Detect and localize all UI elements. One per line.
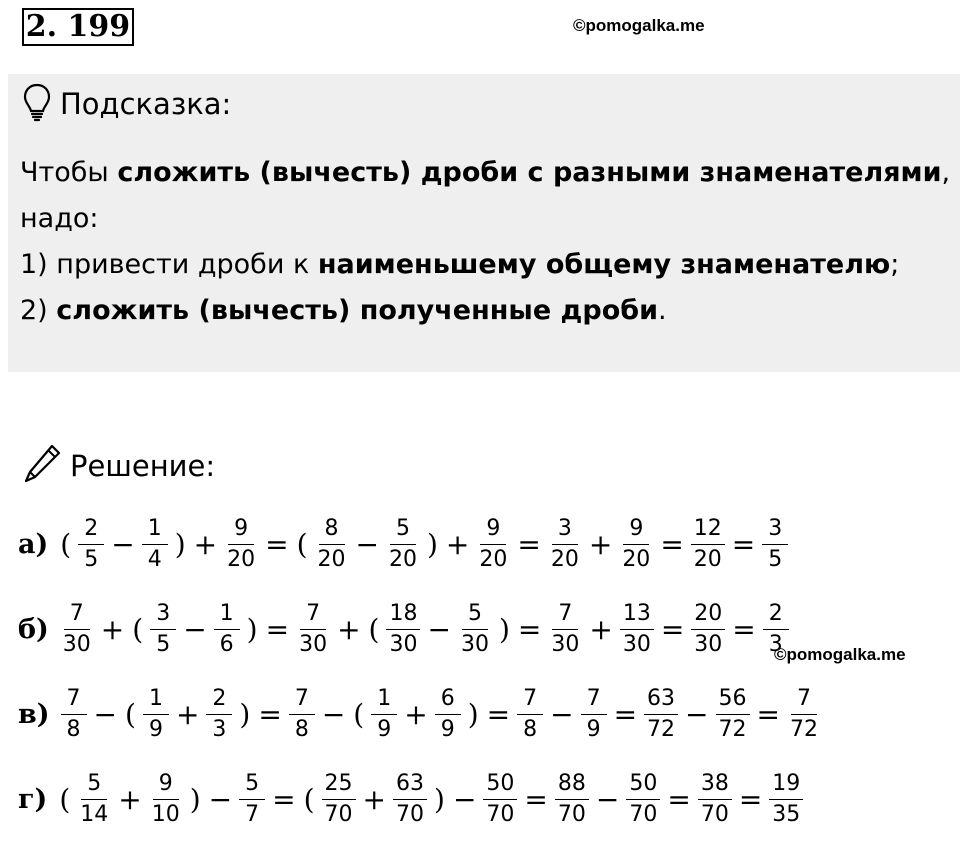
fraction (517, 686, 543, 743)
numerator: 3 (762, 516, 788, 545)
numerator: 2 (206, 686, 232, 715)
denominator: 30 (551, 631, 580, 657)
fraction (239, 771, 265, 828)
math-operator: − (685, 697, 709, 731)
fraction (762, 516, 788, 573)
denominator: 20 (693, 546, 722, 572)
fraction (483, 771, 517, 828)
denominator: 9 (586, 716, 601, 742)
numerator: 5 (239, 771, 265, 800)
numerator: 7 (581, 686, 607, 715)
row-label: г) (18, 783, 48, 815)
numerator: 2 (763, 601, 789, 630)
denominator: 30 (389, 631, 418, 657)
fraction (691, 601, 725, 658)
denominator: 7 (245, 801, 260, 827)
numerator: 1 (142, 516, 168, 545)
denominator: 20 (550, 546, 579, 572)
numerator: 1 (371, 686, 397, 715)
math-operator: − (355, 527, 379, 561)
math-operator: − (183, 612, 207, 646)
row-label: в) (18, 698, 50, 730)
denominator: 70 (396, 801, 425, 827)
numerator: 5 (81, 771, 107, 800)
fraction (458, 601, 492, 658)
math-operator: + (362, 782, 387, 816)
fraction (619, 516, 653, 573)
math-operator: ) (189, 782, 201, 816)
math-operator: ( (60, 527, 72, 561)
math-operator: − (427, 612, 451, 646)
hint-line2: надо: (20, 203, 99, 234)
hint-line3-c: ; (890, 249, 900, 280)
fraction (296, 601, 330, 658)
numerator: 7 (517, 686, 543, 715)
math-operator: + (337, 612, 361, 646)
denominator: 20 (388, 546, 417, 572)
denominator: 70 (700, 801, 729, 827)
denominator: 20 (227, 546, 256, 572)
fraction (322, 771, 356, 828)
numerator: 50 (483, 771, 517, 800)
hint-line1-b: сложить (вычесть) дроби с разными знаменателями (117, 157, 942, 188)
denominator: 70 (324, 801, 353, 827)
fraction (61, 686, 87, 743)
numerator: 1 (214, 601, 240, 630)
math-operator: = (732, 612, 756, 646)
fraction (555, 771, 589, 828)
math-operator: ( (132, 612, 144, 646)
numerator: 20 (691, 601, 725, 630)
fraction (626, 771, 660, 828)
math-operator: = (660, 527, 684, 561)
math-operator: ( (303, 782, 315, 816)
solution-title: Решение: (70, 449, 216, 483)
math-operator: ) (434, 782, 445, 816)
fraction (206, 686, 232, 743)
row-label: б) (18, 613, 49, 645)
watermark-top: ©pomogalka.me (573, 16, 705, 35)
math-operator: = (486, 697, 511, 731)
denominator: 5 (84, 546, 99, 572)
task-number: 2. 199 (22, 8, 134, 46)
fraction (149, 771, 183, 828)
fraction (143, 686, 169, 743)
numerator: 7 (791, 686, 817, 715)
math-operator: ) (467, 697, 479, 731)
numerator: 8 (319, 516, 345, 545)
math-operator: = (667, 782, 691, 816)
denominator: 70 (486, 801, 515, 827)
hint-line4-c: . (658, 295, 667, 326)
numerator: 19 (769, 771, 803, 800)
math-operator: = (731, 527, 756, 561)
denominator: 8 (66, 716, 81, 742)
numerator: 9 (153, 771, 179, 800)
denominator: 3 (212, 716, 227, 742)
numerator: 5 (390, 516, 416, 545)
fraction (142, 516, 168, 573)
math-operator: ) (174, 527, 186, 561)
denominator: 72 (647, 716, 676, 742)
numerator: 63 (644, 686, 678, 715)
denominator: 14 (80, 801, 109, 827)
fraction (716, 686, 750, 743)
numerator: 3 (150, 601, 176, 630)
fraction (150, 601, 176, 658)
hint-line3-a: 1) привести дроби к (20, 249, 318, 280)
fraction (214, 601, 240, 658)
numerator: 56 (716, 686, 750, 715)
numerator: 13 (620, 601, 654, 630)
lightbulb-icon (22, 82, 52, 122)
denominator: 8 (523, 716, 538, 742)
fraction (691, 516, 725, 573)
hint-line1-c: , (941, 157, 951, 188)
denominator: 8 (294, 716, 309, 742)
solution-row-g (18, 763, 806, 835)
fraction (77, 771, 111, 828)
numerator: 7 (300, 601, 326, 630)
hint-line1-a: Чтобы (20, 157, 118, 188)
denominator: 30 (694, 631, 723, 657)
solution-row-a (18, 508, 791, 580)
math-operator: = (517, 527, 541, 561)
numerator: 50 (626, 771, 660, 800)
denominator: 5 (768, 546, 783, 572)
math-operator: − (321, 697, 346, 731)
numerator: 7 (552, 601, 578, 630)
math-operator: ) (246, 612, 258, 646)
math-operator: + (404, 697, 428, 731)
math-operator: + (588, 527, 613, 561)
math-operator: = (272, 782, 296, 816)
math-operator: − (595, 782, 620, 816)
fraction (315, 516, 349, 573)
denominator: 9 (440, 716, 455, 742)
numerator: 9 (228, 516, 254, 545)
math-operator: = (613, 697, 638, 731)
math-operator: − (550, 697, 574, 731)
math-operator: ) (498, 612, 510, 646)
math-operator: = (524, 782, 548, 816)
fraction (769, 771, 803, 828)
denominator: 35 (772, 801, 801, 827)
numerator: 6 (435, 686, 461, 715)
math-operator: + (193, 527, 218, 561)
denominator: 70 (557, 801, 586, 827)
math-operator: = (265, 612, 290, 646)
numerator: 5 (462, 601, 488, 630)
denominator: 20 (317, 546, 346, 572)
denominator: 30 (299, 631, 328, 657)
fraction (386, 601, 420, 658)
hint-text (20, 150, 955, 334)
math-operator: − (452, 782, 477, 816)
fraction (78, 516, 104, 573)
math-operator: = (660, 612, 685, 646)
pencil-icon (22, 442, 62, 486)
fraction (644, 686, 678, 743)
denominator: 30 (62, 631, 91, 657)
math-operator: = (756, 697, 780, 731)
fraction (548, 601, 582, 658)
math-operator: = (738, 782, 763, 816)
fraction (476, 516, 510, 573)
denominator: 4 (147, 546, 162, 572)
numerator: 3 (552, 516, 578, 545)
denominator: 10 (151, 801, 180, 827)
numerator: 38 (698, 771, 732, 800)
math-operator: ( (368, 612, 380, 646)
math-operator: + (118, 782, 142, 816)
math-operator: = (265, 527, 289, 561)
denominator: 6 (219, 631, 234, 657)
fraction (435, 686, 461, 743)
watermark-middle: ©pomogalka.me (774, 645, 906, 664)
fraction (289, 686, 315, 743)
fraction (224, 516, 258, 573)
math-operator: + (175, 697, 200, 731)
math-operator: + (589, 612, 613, 646)
denominator: 20 (479, 546, 508, 572)
math-operator: ( (296, 527, 308, 561)
math-operator: − (208, 782, 233, 816)
numerator: 2 (78, 516, 104, 545)
solution-row-b (18, 593, 792, 665)
fraction (371, 686, 397, 743)
hint-line3-b: наименьшему общему знаменателю (317, 249, 891, 280)
denominator: 30 (622, 631, 651, 657)
numerator: 12 (691, 516, 725, 545)
fraction (393, 771, 427, 828)
math-operator: ( (125, 697, 136, 731)
math-operator: − (93, 697, 118, 731)
numerator: 1 (143, 686, 169, 715)
denominator: 20 (622, 546, 651, 572)
math-operator: ) (239, 697, 251, 731)
numerator: 7 (64, 601, 90, 630)
numerator: 63 (393, 771, 427, 800)
math-operator: ( (59, 782, 71, 816)
numerator: 18 (386, 601, 420, 630)
math-operator: = (517, 612, 542, 646)
hint-line4-b: сложить (вычесть) полученные дроби (56, 295, 659, 326)
denominator: 9 (377, 716, 392, 742)
hint-line4-a: 2) (20, 295, 57, 326)
fraction (386, 516, 420, 573)
fraction (581, 686, 607, 743)
fraction (698, 771, 732, 828)
numerator: 7 (61, 686, 87, 715)
denominator: 72 (718, 716, 747, 742)
numerator: 9 (623, 516, 649, 545)
numerator: 7 (289, 686, 315, 715)
math-operator: ( (353, 697, 365, 731)
denominator: 9 (148, 716, 163, 742)
denominator: 30 (460, 631, 489, 657)
numerator: 25 (322, 771, 356, 800)
denominator: 70 (629, 801, 658, 827)
numerator: 9 (480, 516, 506, 545)
solution-row-v (18, 678, 824, 750)
fraction (787, 686, 821, 743)
row-label: а) (18, 528, 49, 560)
denominator: 3 (768, 631, 783, 657)
fraction (620, 601, 654, 658)
denominator: 72 (789, 716, 818, 742)
hint-title: Подсказка: (60, 87, 232, 121)
math-operator: ) (426, 527, 438, 561)
fraction (60, 601, 94, 658)
math-operator: = (258, 697, 282, 731)
math-operator: + (445, 527, 470, 561)
math-operator: + (100, 612, 125, 646)
math-operator: − (111, 527, 135, 561)
numerator: 88 (555, 771, 589, 800)
fraction (548, 516, 582, 573)
denominator: 5 (156, 631, 171, 657)
